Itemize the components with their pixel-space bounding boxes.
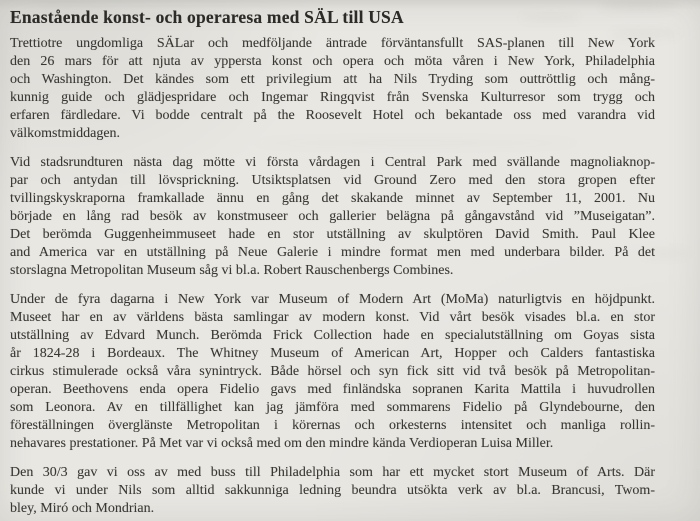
paragraph-moma-opera	[10, 291, 655, 453]
text-line: and America var en utställning på Neue Galerie i mindre format men med underbara bilder. På det	[10, 245, 655, 260]
text-line: och Washington. Det kändes som ett privilegium att ha Nils Tryding som outtröttlig och mång-	[10, 72, 655, 87]
text-line: föreställningen överglänste Metropolitan i körernas och orkesterns intensitet och manliga rollin-	[10, 418, 655, 433]
text-line: utställning av Edvard Munch. Berömda Frick Collection hade en specialutställning om Goyas sista	[10, 328, 655, 343]
text-line: Vid stadsrundturen nästa dag mötte vi första vårdagen i Central Park med svällande magnoliaknop-	[10, 155, 655, 170]
text-line: Museet har en av världens bästa samlingar av modern konst. Vid vårt besök visades bl.a. en stor	[10, 310, 655, 325]
text-line: nehavares prestationer. På Met var vi också med om den mindre kända Verdioperan Luisa Miller.	[10, 436, 554, 451]
text-line: år 1824-28 i Bordeaux. The Whitney Museum of American Art, Hopper och Calders fantastiska	[10, 346, 655, 361]
text-line: operan. Beethovens enda opera Fidelio gavs med finländska sopranen Karita Mattila i huvudrollen	[10, 382, 655, 397]
text-line: Det berömda Guggenheimmuseet hade en stor utställning av skulptören David Smith. Paul Klee	[10, 227, 655, 242]
text-line: kunde vi under Nils som alltid sakkunniga ledning beundra utsökta verk av bl.a. Brancusi, Twom-	[10, 483, 655, 498]
text-line: kunnig guide och glädjespridare och Ingemar Ringqvist från Svenska Kulturresor som trygg och	[10, 90, 655, 105]
text-line: tvillingskyskraporna framkallade ännu en gång det skakande minnet av September 11, 2001. Nu	[10, 191, 655, 206]
text-line: storslagna Metropolitan Museum såg vi bl.a. Robert Rauschenbergs Combines.	[10, 263, 454, 278]
text-line: den 26 mars för att njuta av yppersta konst och opera och möta våren i New York, Philadelphia	[10, 54, 655, 69]
text-line: cirkus stimulerade också våra synintryck. Både hörsel och syn fick sitt vid två besök på Metropolitan-	[10, 364, 655, 379]
text-line: par och antydan till lövsprickning. Utsiktsplatsen vid Ground Zero med den stora gropen efter	[10, 173, 655, 188]
paragraph-philadelphia	[10, 464, 655, 518]
text-line: Den 30/3 gav vi oss av med buss till Philadelphia som har ett mycket stort Museum of Arts. Där	[10, 465, 655, 480]
text-line: Under de fyra dagarna i New York var Museum of Modern Art (MoMa) naturligtvis en höjdpunkt.	[10, 292, 655, 307]
text-line: välkomstmiddagen.	[10, 126, 121, 141]
text-line: bley, Miró och Mondrian.	[10, 501, 155, 516]
text-line: började en lång rad besök av konstmuseer och gallerier belägna på gångavstånd vid ”Museigatan”.	[10, 209, 655, 224]
text-line: erfaren färdledare. Vi bodde centralt på the Roosevelt Hotel och bekantade oss med varandra vid	[10, 108, 655, 123]
paragraph-city-tour	[10, 154, 655, 280]
paragraph-intro	[10, 35, 655, 143]
text-line: som Leonora. Av en tillfällighet kan jag jämföra med sommarens Fidelio på Glyndebourne, den	[10, 400, 655, 415]
text-line: Trettiotre ungdomliga SÄLar och medföljande äntrade förväntansfullt SAS-planen till New York	[10, 36, 655, 51]
article-title: Enastående konst- och operaresa med SÄL till USA	[10, 7, 404, 27]
